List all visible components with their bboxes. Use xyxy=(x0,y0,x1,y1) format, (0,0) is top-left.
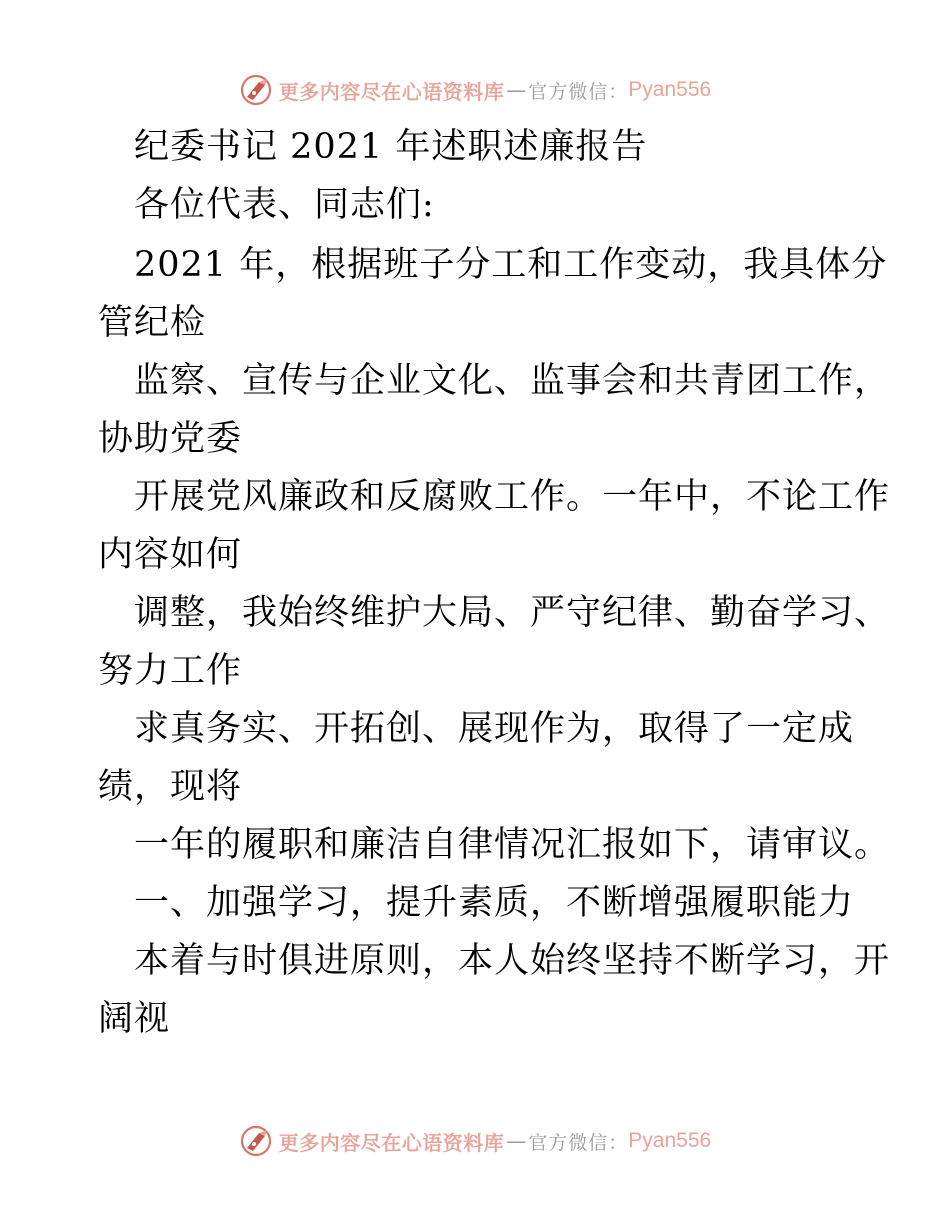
watermark-contact-label: 官方微信： xyxy=(528,1131,629,1154)
paragraph-line: 努力工作 xyxy=(98,651,243,691)
pen-nib-logo-icon xyxy=(239,1124,273,1158)
watermark-contact-id: Pyan556 xyxy=(628,78,712,101)
watermark-separator: — xyxy=(506,78,527,102)
watermark-contact-label: 官方微信： xyxy=(528,80,629,103)
paragraph-line: 协助党委 xyxy=(98,419,243,459)
greeting: 各位代表、同志们: xyxy=(134,185,435,225)
paragraph-line: 内容如何 xyxy=(98,535,243,575)
document-title: 纪委书记 2021 年述职述廉报告 xyxy=(134,127,648,167)
footer-watermark xyxy=(0,1121,950,1161)
paragraph-line: 开展党风廉政和反腐败工作。一年中，不论工作 xyxy=(134,477,891,517)
pen-nib-logo-icon xyxy=(239,73,273,107)
header-watermark xyxy=(0,70,950,110)
paragraph-line: 一年的履职和廉洁自律情况汇报如下，请审议。 xyxy=(134,825,891,865)
watermark-slogan: 更多内容尽在心语资料库 xyxy=(278,79,505,104)
paragraph-line: 2021 年，根据班子分工和工作变动，我具体分 xyxy=(134,245,888,285)
watermark-contact-id: Pyan556 xyxy=(628,1129,712,1152)
paragraph-line: 求真务实、开拓创、展现作为，取得了一定成 xyxy=(134,709,855,749)
paragraph-line: 本着与时俱进原则，本人始终坚持不断学习，开 xyxy=(134,941,891,981)
paragraph-line: 调整，我始终维护大局、严守纪律、勤奋学习、 xyxy=(134,593,891,633)
section-heading: 一、加强学习，提升素质，不断增强履职能力 xyxy=(134,883,855,923)
paragraph-line: 管纪检 xyxy=(98,303,207,343)
watermark-separator: — xyxy=(506,1129,527,1153)
paragraph-line: 阔视 xyxy=(98,999,171,1039)
paragraph-line: 绩，现将 xyxy=(98,767,243,807)
paragraph-line: 监察、宣传与企业文化、监事会和共青团工作， xyxy=(134,361,891,401)
watermark-slogan: 更多内容尽在心语资料库 xyxy=(278,1130,505,1155)
